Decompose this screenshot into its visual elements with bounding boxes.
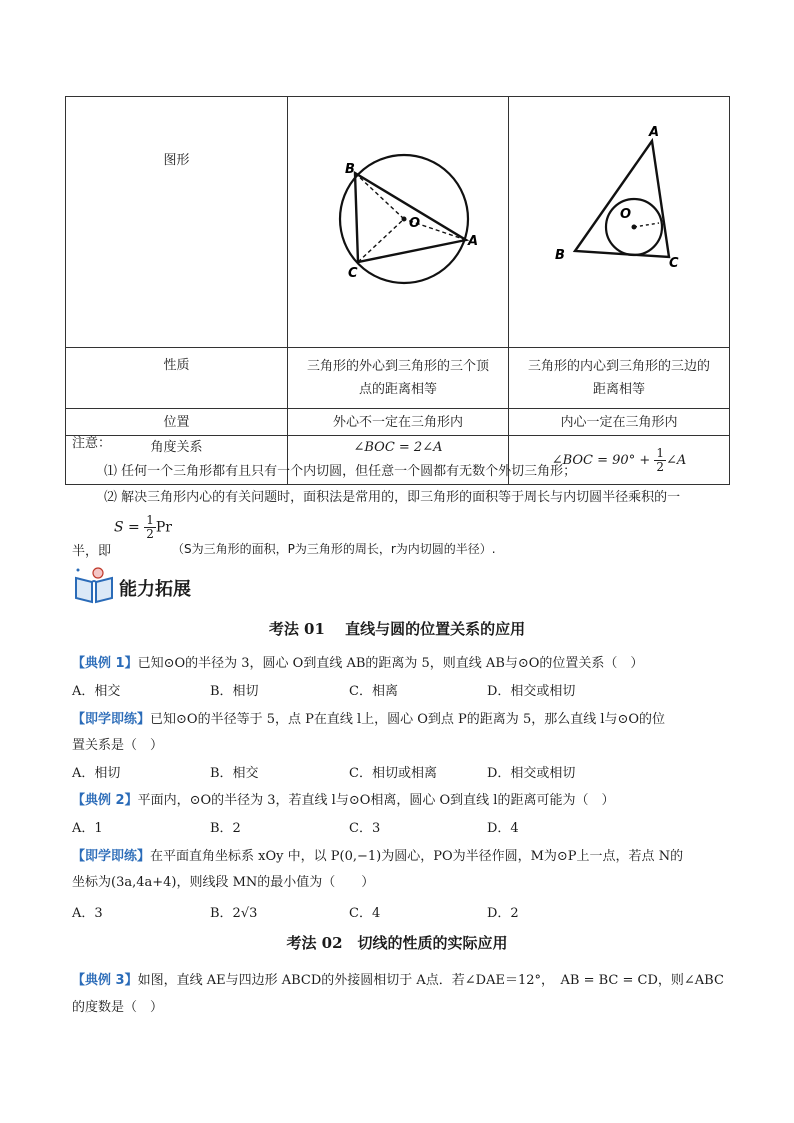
kaofa-02-title: 考法 02 切线的性质的实际应用 xyxy=(286,934,508,952)
formula-num: 1 xyxy=(146,513,154,527)
q2-option-c: C．相切或相离 xyxy=(349,766,437,781)
q3-option-d: D．4 xyxy=(487,821,519,836)
formula-s: S = xyxy=(114,519,140,536)
q4-option-d: D．2 xyxy=(487,906,519,921)
question-4 xyxy=(72,845,683,864)
q4-option-c: C．4 xyxy=(349,906,381,921)
circumcenter-property-line2: 点的距离相等 xyxy=(358,382,437,397)
incenter-property xyxy=(509,348,730,409)
incenter-property-line2: 距离相等 xyxy=(592,382,645,397)
q2-option-a: A．相切 xyxy=(72,766,121,781)
fraction-num: 1 xyxy=(656,445,664,460)
circumcenter-angle: ∠BOC = 2∠A xyxy=(288,436,509,485)
question-5 xyxy=(72,969,724,988)
circumcircle-diagram xyxy=(298,123,498,313)
label-a: A xyxy=(468,234,479,249)
incircle-figure-cell xyxy=(509,97,730,348)
circumcenter-position: 外心不一定在三角形内 xyxy=(288,409,509,436)
incircle-diagram xyxy=(519,123,719,313)
label-a: A xyxy=(649,125,660,140)
question-2 xyxy=(72,708,665,727)
area-formula xyxy=(114,514,172,541)
question-text-1: 如图，直线 AE与四边形 ABCD的外接圆相切于 A点．若∠DAE＝12°， AB = BC = CD，则∠ABC xyxy=(137,973,724,988)
question-5-cont: 的度数是（ ） xyxy=(72,1000,164,1015)
question-tag: 【典例 3】 xyxy=(72,973,138,988)
note-3-post: （S为三角形的面积，P为三角形的周长，r为内切圆的半径）. xyxy=(172,542,496,556)
fraction xyxy=(654,447,666,474)
incenter-angle-post: ∠A xyxy=(666,452,687,468)
q3-option-b: B．2 xyxy=(210,821,241,836)
circumcenter-property xyxy=(288,348,509,409)
q4-option-a: A．3 xyxy=(72,906,103,921)
formula-fraction xyxy=(144,514,156,541)
row-label-figure: 图形 xyxy=(66,97,288,348)
fraction-den: 2 xyxy=(656,459,664,474)
label-o: O xyxy=(620,207,632,222)
question-tag: 【典例 1】 xyxy=(72,656,138,671)
note-title: 注意： xyxy=(72,436,112,451)
kaofa-01-title: 考法 01 直线与圆的位置关系的应用 xyxy=(268,620,526,638)
comparison-table xyxy=(65,96,730,485)
label-c: C xyxy=(348,266,358,281)
circumcenter-property-line1: 三角形的外心到三角形的三个顶 xyxy=(306,359,489,374)
q1-option-c: C．相离 xyxy=(349,684,398,699)
question-3 xyxy=(72,789,614,808)
question-2-cont: 置关系是（ ） xyxy=(72,738,164,753)
question-text-1: 已知⊙O的半径等于 5，点 P在直线 l上，圆心 O到点 P的距离为 5，那么直线 l与⊙O的位 xyxy=(150,712,666,727)
q3-option-c: C．3 xyxy=(349,821,381,836)
label-b: B xyxy=(345,162,355,177)
incenter-property-line1: 三角形的内心到三角形的三边的 xyxy=(527,359,710,374)
q2-option-b: B．相交 xyxy=(210,766,259,781)
label-b: B xyxy=(555,248,565,263)
book-icon xyxy=(72,566,116,606)
question-1 xyxy=(72,652,643,671)
note-3-pre: 半，即 xyxy=(72,544,112,559)
row-label-angle: 角度关系 xyxy=(66,436,288,485)
q1-option-a: A．相交 xyxy=(72,684,121,699)
q2-option-d: D．相交或相切 xyxy=(487,766,576,781)
note-1: ⑴ 任何一个三角形都有且只有一个内切圆，但任意一个圆都有无数个外切三角形； xyxy=(104,464,577,479)
formula-den: 2 xyxy=(146,527,154,541)
question-tag: 【即学即练】 xyxy=(72,712,151,727)
question-4-cont: 坐标为(3a,4a+4)，则线段 MN的最小值为（ ） xyxy=(72,875,375,890)
label-o: O xyxy=(409,216,421,231)
question-text-1: 在平面直角坐标系 xOy 中，以 P(0,−1)为圆心，PO为半径作圆，M为⊙P上一点，若点 N的 xyxy=(150,849,684,864)
q4-option-b: B．2√3 xyxy=(210,906,258,921)
incenter-position: 内心一定在三角形内 xyxy=(509,409,730,436)
q1-option-d: D．相交或相切 xyxy=(487,684,576,699)
circumcircle-figure-cell xyxy=(288,97,509,348)
question-tag: 【典例 2】 xyxy=(72,793,138,808)
formula-tail: Pr xyxy=(155,519,172,536)
row-label-property: 性质 xyxy=(66,348,288,409)
question-tag: 【即学即练】 xyxy=(72,849,151,864)
q1-option-b: B．相切 xyxy=(210,684,259,699)
question-text: 已知⊙O的半径为 3，圆心 O到直线 AB的距离为 5，则直线 AB与⊙O的位置关系（ ） xyxy=(137,656,644,671)
label-c: C xyxy=(669,256,679,271)
question-text: 平面内，⊙O的半径为 3，若直线 l与⊙O相离，圆心 O到直线 l的距离可能为（ ） xyxy=(137,793,615,808)
note-2: ⑵ 解决三角形内心的有关问题时，面积法是常用的，即三角形的面积等于周长与内切圆半径乘积的一 xyxy=(104,490,681,505)
section-title: 能力拓展 xyxy=(119,579,191,600)
row-label-position: 位置 xyxy=(66,409,288,436)
incenter-angle-pre: ∠BOC = 90° + xyxy=(551,452,655,468)
q3-option-a: A．1 xyxy=(72,821,103,836)
